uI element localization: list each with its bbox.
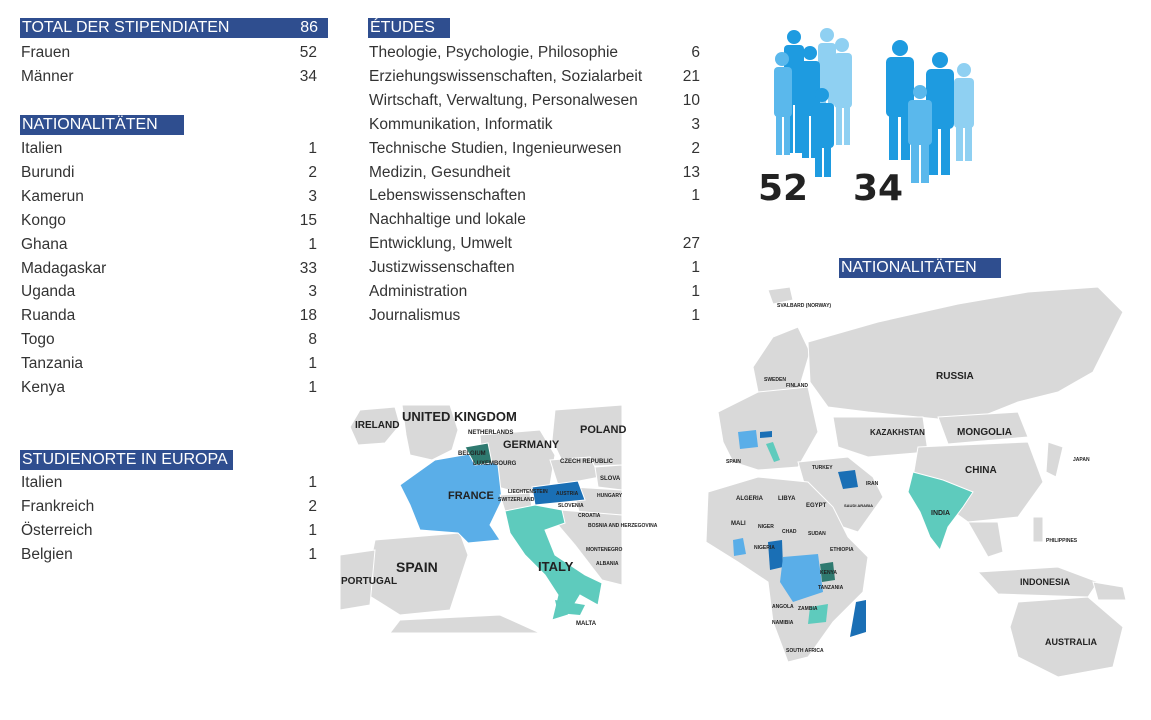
map-label-slovakia: SLOVA bbox=[600, 476, 621, 482]
nationality-row bbox=[21, 211, 317, 231]
map-label-uk: UNITED KINGDOM bbox=[402, 409, 517, 424]
map-label-croatia: CROATIA bbox=[578, 513, 601, 519]
madagascar-shape bbox=[850, 600, 866, 637]
map-label-czech: CZECH REPUBLIC bbox=[560, 459, 614, 465]
map-label-chad: CHAD bbox=[782, 529, 797, 535]
row-value: 21 bbox=[682, 67, 700, 85]
map-label-south-africa: SOUTH AFRICA bbox=[786, 648, 824, 654]
nationality-row bbox=[21, 187, 317, 207]
person-icon bbox=[954, 63, 974, 161]
map-label-austria: AUSTRIA bbox=[556, 491, 579, 497]
row-label: Kongo bbox=[21, 211, 66, 229]
row-label: Italien bbox=[21, 140, 63, 157]
map-label-switzerland: SWITZERLAND bbox=[498, 497, 535, 503]
row-value: 2 bbox=[308, 498, 317, 515]
map-label-angola: ANGOLA bbox=[772, 604, 794, 610]
nationalities-header bbox=[20, 115, 184, 135]
map-label-philippines: PHILIPPINES bbox=[1046, 538, 1078, 544]
map-label-slovenia: SLOVENIA bbox=[558, 503, 584, 509]
study-row bbox=[369, 67, 700, 87]
row-label: Erziehungswissenschaften, Sozialarbeit bbox=[369, 67, 643, 85]
study-row bbox=[369, 91, 700, 111]
map-label-saudi: SAUDI ARABIA bbox=[844, 503, 873, 508]
row-label: Wirtschaft, Verwaltung, Personalwesen bbox=[369, 91, 638, 109]
row-value: 1 bbox=[308, 235, 317, 253]
row-label: Administration bbox=[369, 283, 468, 300]
section-title: NATIONALITÄTEN bbox=[841, 259, 977, 276]
row-label: Medizin, Gesundheit bbox=[369, 163, 511, 181]
kazakhstan-shape bbox=[833, 417, 928, 457]
row-value: 52 bbox=[299, 44, 317, 61]
map-label-sudan: SUDAN bbox=[808, 531, 826, 537]
gender-row-men bbox=[21, 67, 317, 87]
study-place-row bbox=[21, 545, 317, 565]
row-label: Ghana bbox=[21, 235, 68, 253]
map-label-poland: POLAND bbox=[580, 424, 627, 436]
row-label: Nachhaltige und lokale bbox=[369, 211, 526, 229]
austria-world-shape bbox=[760, 431, 772, 438]
row-label: Belgien bbox=[21, 546, 73, 563]
row-value: 1 bbox=[308, 522, 317, 539]
row-label: Tanzania bbox=[21, 355, 84, 373]
france-world-shape bbox=[738, 430, 758, 449]
japan-shape bbox=[1046, 442, 1063, 477]
row-label: Ruanda bbox=[21, 307, 76, 325]
row-label: Männer bbox=[21, 68, 74, 85]
svalbard-shape bbox=[768, 287, 793, 304]
nationality-row bbox=[21, 282, 317, 302]
study-place-row bbox=[21, 497, 317, 517]
map-label-netherlands: NETHERLANDS bbox=[468, 430, 514, 436]
map-label-portugal: PORTUGAL bbox=[341, 576, 398, 587]
row-value: 1 bbox=[308, 474, 317, 491]
row-label: Madagaskar bbox=[21, 259, 107, 277]
row-value: 18 bbox=[299, 307, 317, 325]
map-label-japan: JAPAN bbox=[1073, 457, 1090, 463]
study-row bbox=[369, 163, 700, 183]
row-value: 1 bbox=[691, 187, 700, 205]
map-label-finland: FINLAND bbox=[786, 383, 808, 389]
row-value: 1 bbox=[308, 379, 317, 396]
study-place-row bbox=[21, 521, 317, 541]
row-value: 3 bbox=[308, 187, 317, 205]
nationality-row bbox=[21, 378, 317, 398]
study-place-row bbox=[21, 473, 317, 493]
row-value: 1 bbox=[308, 140, 317, 157]
map-label-mongolia: MONGOLIA bbox=[957, 427, 1012, 438]
study-row bbox=[369, 115, 700, 135]
section-title: ÉTUDES bbox=[370, 19, 435, 36]
map-label-iran: IRAN bbox=[866, 481, 879, 487]
row-label: Journalismus bbox=[369, 306, 461, 324]
europe-shape bbox=[718, 387, 818, 470]
philippines-shape bbox=[1033, 517, 1043, 542]
nationality-row bbox=[21, 330, 317, 350]
new-guinea-shape bbox=[1093, 582, 1126, 600]
total-label: TOTAL DER STIPENDIATEN bbox=[22, 19, 230, 36]
row-label: Österreich bbox=[21, 522, 93, 539]
nationality-row bbox=[21, 235, 317, 255]
row-value: 1 bbox=[691, 306, 700, 324]
map-label-luxembourg: LUXEMBOURG bbox=[473, 461, 517, 467]
row-label: Burundi bbox=[21, 163, 75, 181]
map-label-belgium: BELGIUM bbox=[458, 451, 486, 457]
map-label-mali: MALI bbox=[731, 521, 746, 527]
men-figures bbox=[880, 40, 980, 185]
study-row bbox=[369, 139, 700, 159]
map-label-australia: AUSTRALIA bbox=[1045, 637, 1097, 647]
row-value: 1 bbox=[691, 259, 700, 277]
row-value: 10 bbox=[682, 91, 700, 109]
map-label-italy: ITALY bbox=[538, 559, 574, 574]
map-label-svalbard: SVALBARD (NORWAY) bbox=[777, 303, 832, 309]
row-label: Kamerun bbox=[21, 187, 84, 205]
row-value: 15 bbox=[299, 211, 317, 229]
map-label-malta: MALTA bbox=[576, 621, 597, 627]
row-value: 3 bbox=[308, 283, 317, 301]
row-label: Entwicklung, Umwelt bbox=[369, 235, 512, 253]
gender-row-women bbox=[21, 43, 317, 63]
total-header bbox=[20, 18, 328, 38]
map-label-ireland: IRELAND bbox=[355, 420, 400, 431]
section-title: NATIONALITÄTEN bbox=[22, 116, 158, 133]
row-value: 1 bbox=[691, 283, 700, 300]
map-label-hungary: HUNGARY bbox=[597, 493, 623, 499]
person-icon bbox=[774, 52, 792, 155]
map-label-liechtenstein: LIECHTENSTEIN bbox=[508, 489, 548, 495]
study-row bbox=[369, 234, 700, 254]
map-label-france: FRANCE bbox=[448, 490, 494, 502]
map-label-zambia: ZAMBIA bbox=[798, 606, 818, 612]
map-label-indonesia: INDONESIA bbox=[1020, 577, 1071, 587]
study-places-header bbox=[20, 450, 233, 470]
nationality-row bbox=[21, 354, 317, 374]
row-value: 8 bbox=[308, 331, 317, 349]
map-label-russia: RUSSIA bbox=[936, 371, 974, 382]
row-value: 34 bbox=[299, 68, 317, 85]
men-count: 34 bbox=[853, 168, 904, 209]
world-map bbox=[698, 282, 1130, 712]
map-label-kenya: KENYA bbox=[820, 570, 838, 576]
section-title: STUDIENORTE IN EUROPA bbox=[22, 451, 228, 468]
row-value: 6 bbox=[691, 44, 700, 61]
map-label-albania: ALBANIA bbox=[596, 561, 619, 567]
map-label-ethiopia: ETHIOPIA bbox=[830, 547, 854, 553]
nationality-row bbox=[21, 306, 317, 326]
world-map-header bbox=[839, 258, 1001, 278]
row-value: 3 bbox=[691, 115, 700, 133]
study-row bbox=[369, 258, 700, 278]
row-label: Theologie, Psychologie, Philosophie bbox=[369, 44, 619, 61]
study-row bbox=[369, 186, 700, 206]
map-label-egypt: EGYPT bbox=[806, 503, 827, 509]
row-value: 1 bbox=[308, 546, 317, 563]
row-label: Kommunikation, Informatik bbox=[369, 115, 553, 133]
nationality-row bbox=[21, 163, 317, 183]
map-label-germany: GERMANY bbox=[503, 439, 560, 451]
map-label-nigeria: NIGERIA bbox=[754, 545, 775, 551]
study-row bbox=[369, 306, 700, 326]
russia-shape bbox=[808, 287, 1123, 422]
row-value: 2 bbox=[308, 163, 317, 181]
row-label: Lebenswissenschaften bbox=[369, 187, 526, 205]
map-label-niger: NIGER bbox=[758, 524, 774, 530]
row-label: Togo bbox=[21, 331, 55, 349]
nationality-row bbox=[21, 259, 317, 279]
row-value: 27 bbox=[682, 235, 700, 253]
women-count: 52 bbox=[758, 168, 809, 209]
row-value: 1 bbox=[308, 355, 317, 373]
row-label: Justizwissenschaften bbox=[369, 259, 515, 277]
row-label: Kenya bbox=[21, 379, 65, 396]
map-label-bosnia: BOSNIA AND HERZEGOVINA bbox=[588, 523, 658, 529]
study-row bbox=[369, 43, 700, 63]
map-label-kazakhstan: KAZAKHSTAN bbox=[870, 428, 925, 437]
row-value: 33 bbox=[299, 259, 317, 277]
map-label-spain: SPAIN bbox=[726, 459, 741, 465]
studies-header bbox=[368, 18, 450, 38]
row-label: Technische Studien, Ingenieurwesen bbox=[369, 139, 622, 157]
row-value: 13 bbox=[682, 163, 700, 181]
map-label-turkey: TURKEY bbox=[812, 465, 833, 471]
map-label-algeria: ALGERIA bbox=[736, 496, 763, 502]
map-label-sweden: SWEDEN bbox=[764, 377, 786, 383]
study-row bbox=[369, 282, 700, 302]
row-value: 2 bbox=[691, 139, 700, 157]
map-label-libya: LIBYA bbox=[778, 496, 796, 502]
map-label-spain: SPAIN bbox=[396, 559, 438, 575]
row-label: Italien bbox=[21, 474, 63, 491]
se-asia-shape bbox=[968, 522, 1003, 557]
row-label: Uganda bbox=[21, 283, 76, 301]
nationality-row bbox=[21, 139, 317, 159]
map-label-namibia: NAMIBIA bbox=[772, 620, 794, 626]
row-label: Frankreich bbox=[21, 498, 95, 515]
europe-map bbox=[340, 405, 658, 633]
total-value: 86 bbox=[300, 19, 318, 36]
row-label: Frauen bbox=[21, 44, 71, 61]
study-row bbox=[369, 210, 700, 230]
map-label-montenegro: MONTENEGRO bbox=[586, 547, 623, 553]
map-label-china: CHINA bbox=[965, 465, 997, 476]
map-label-india: INDIA bbox=[931, 510, 951, 517]
women-figures bbox=[772, 25, 857, 185]
map-label-tanzania: TANZANIA bbox=[818, 585, 844, 591]
